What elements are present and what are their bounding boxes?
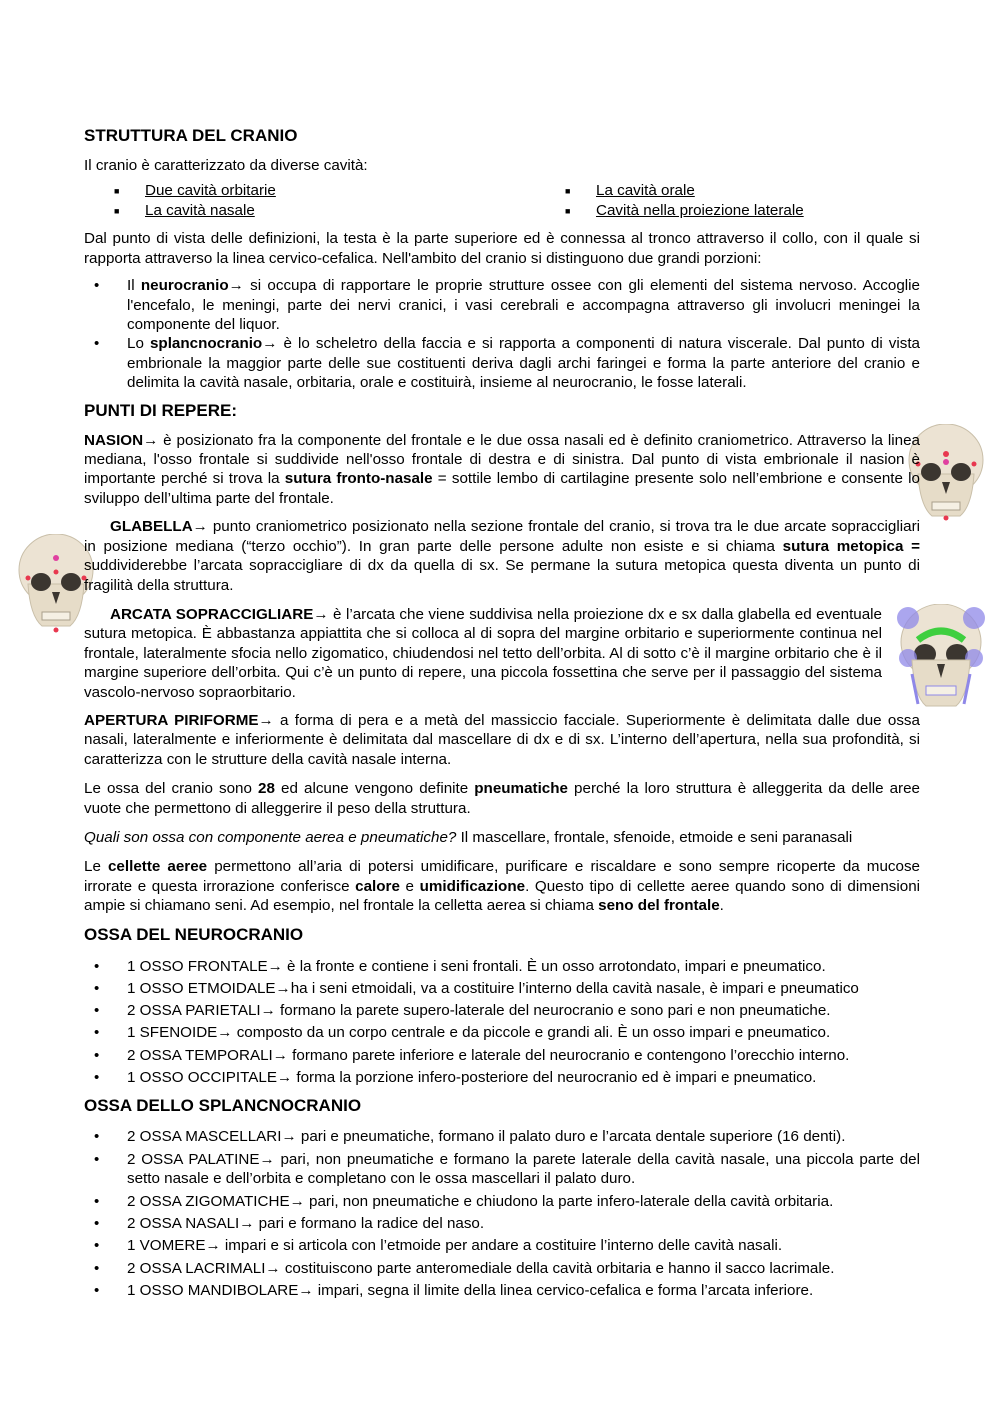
list-item: • 2 OSSA PARIETALI→ formano la parete supero-laterale del neurocranio e sono pari e non pneumatiche. [84,1000,920,1022]
list-item: • 2 OSSA PALATINE→ pari, non pneumatiche e formano la parete laterale della cavità nasale, una piccola parte del setto nasale e dell’orbita e completano con le ossa mascellari il palato duro. [84,1150,920,1189]
list-item: • 1 SFENOIDE→ composto da un corpo centrale e da piccole e grandi ali. È un osso impari e pneumatico. [84,1022,920,1044]
arcata-paragraph: ARCATA SOPRACCIGLIARE→ è l’arcata che viene suddivisa nella proiezione dx e sx dalla glabella ed eventuale sutura metopica. È abbastanza appiattita che si colloca al di sopra del margine orbitario e superiormente continua nel frontale, lateralmente sfocia nello zigomatico, chiudendosi nel tetto dell’orbita. Al di sotto c’è il margine orbitario che è il margine superiore dell’orbita. Qui c’è un punto di repere, una piccola fossettina che serve per il passaggio del sistema vascolo-nervoso sopraorbitario. [84,605,883,701]
heading-neurocranio: OSSA DEL NEUROCRANIO [84,924,304,944]
glabella-paragraph: GLABELLA→ punto craniometrico posizionato nella sezione frontale del cranio, si trova tra le due arcate sopraccigliari in posizione mediana (“terzo occhio”). In gran parte delle persone adulte non esiste e si chiama sutura metopica = suddividerebbe l’arcata sopraccigliare di dx da quella di sx. Se permane la sutura metopica questa diventa un punto di fragilità della struttura. [84,518,920,594]
neurocranio-bones-list [84,956,920,1090]
list-item: • 1 OSSO MANDIBOLARE→ impari, segna il limite della linea cervico-cefalica e forma l’arcata inferiore. [84,1281,920,1300]
list-item: • 1 VOMERE→ impari e si articola con l’etmoide per andare a costituire l’interno delle cavità nasali. [84,1236,920,1255]
list-item: • 1 OSSO FRONTALE→ è la fronte e contiene i seni frontali. È un osso arrotondato, impari e pneumatico. [84,956,920,978]
list-item: • Il neurocranio→ si occupa di rapportare le proprie strutture ossee con gli elementi del sistema nervoso. Accoglie l'encefalo, le meningi, parte dei nervi cranici, i vasi cerebrali e accompagna attraverso gli involucri meningei la componente del liquor. [84,276,920,334]
list-item: ■ Cavità nella proiezione laterale [565,202,804,220]
list-item: • 2 OSSA NASALI→ pari e formano la radice del naso. [84,1214,920,1233]
definitions-paragraph: Dal punto di vista delle definizioni, la testa è la parte superiore ed è connessa al tronco attraverso il collo, con il quale si rapporta attraverso la linea cervico-cefalica. Nell'ambito del cranio si distinguono due grandi porzioni: [84,230,920,267]
ossa-count-paragraph: Le ossa del cranio sono 28 ed alcune vengono definite pneumatiche perché la loro struttura è alleggerita da delle aree vuote che permettono di alleggerire il peso della struttura. [84,780,920,817]
cranium-portions-list [84,276,920,392]
list-item: • 1 OSSO ETMOIDALE→ha i seni etmoidali, va a costituire l’interno della cavità nasale, è impari e pneumatico [84,978,920,1000]
list-item: ■ Due cavità orbitarie [114,182,276,200]
list-item: • 1 OSSO OCCIPITALE→ forma la porzione infero-posteriore del neurocranio ed è impari e pneumatico. [84,1067,920,1089]
list-item: • 2 OSSA LACRIMALI→ costituiscono parte anteromediale della cavità orbitaria e hanno il sacco lacrimale. [84,1259,920,1278]
heading-splancnocranio: OSSA DELLO SPLANCNOCRANIO [84,1096,362,1116]
list-item: ■ La cavità orale [565,182,695,200]
list-item: • 2 OSSA MASCELLARI→ pari e pneumatiche, formano il palato duro e l’arcata dentale superiore (16 denti). [84,1127,920,1146]
cellette-paragraph: Le cellette aeree permettono all’aria di potersi umidificare, purificare e riscaldare e sono sempre ricoperte da mucose irrorate e questa irrorazione conferisce calore e umidificazione. Questo tipo di cellette aeree quando sono di dimensioni ampie si chiamano seni. Ad esempio, nel frontale la celletta aerea si chiama seno del frontale. [84,858,921,915]
splancnocranio-bones-list [84,1127,920,1300]
document-page [84,120,920,1301]
nasion-paragraph: NASION→ è posizionato fra la componente del frontale e le due ossa nasali ed è definito craniometrico. Attraverso la linea mediana, l'osso frontale si suddivide nell'osso frontale di destra e di sinistra. Dal punto di vista embrionale il nasion è importante perché si trova la sutura fronto-nasale = sottile lembo di cartilagine presente solo nell’embrione e consente lo sviluppo dell’ultima parte del frontale. [84,431,920,507]
heading-struttura: STRUTTURA DEL CRANIO [84,126,298,145]
intro-text: Il cranio è caratterizzato da diverse cavità: [84,157,368,174]
question-paragraph: Quali son ossa con componente aerea e pneumatiche? Il mascellare, frontale, sfenoide, etmoide e seni paranasali [84,828,853,846]
cavities-list [114,181,920,221]
heading-punti-repere: PUNTI DI REPERE: [84,400,238,420]
list-item: • 2 OSSA TEMPORALI→ formano parete inferiore e laterale del neurocranio e contengono l’orecchio interno. [84,1045,920,1067]
apertura-paragraph: APERTURA PIRIFORME→ a forma di pera e a metà del massiccio facciale. Superiormente è delimitata dalle due ossa nasali, lateralmente e inferiormente è delimitata dal mascellare di dx e di sx. L’interno dell’apertura, nella sua profondità, si caratterizza con le strutture della cavità nasale interna. [84,711,920,768]
list-item: • Lo splancnocranio→ è lo scheletro della faccia e si rapporta a componenti di natura viscerale. Dal punto di vista embrionale la maggior parte delle sue costituenti deriva dagli archi faringei e forma la parte anteriore del cranio e delimita la cavità nasale, orbitaria, orale e costituirà, insieme al neurocranio, le fosse laterali. [84,334,920,392]
list-item: ■ La cavità nasale [114,202,255,220]
list-item: • 2 OSSA ZIGOMATICHE→ pari, non pneumatiche e chiudono la parte infero-laterale della cavità orbitaria. [84,1192,920,1211]
